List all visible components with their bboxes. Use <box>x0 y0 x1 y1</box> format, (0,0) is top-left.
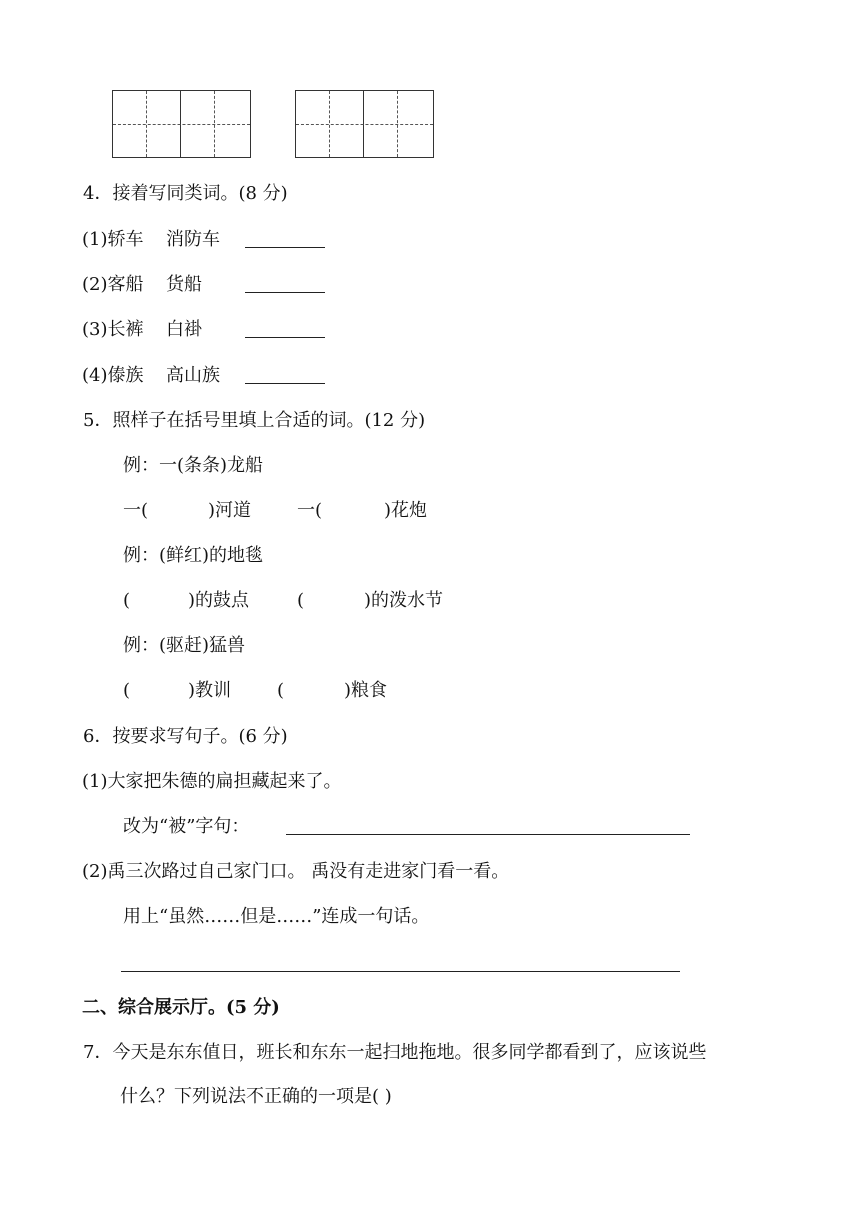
q6-title: 6．按要求写句子。(6 分) <box>83 726 288 747</box>
q6-instruction-2: 用上“虽然……但是……”连成一句话。 <box>123 906 430 927</box>
answer-blank[interactable] <box>245 367 325 384</box>
answer-blank[interactable] <box>245 321 325 338</box>
q5-title: 5．照样子在括号里填上合适的词。(12 分) <box>83 410 426 431</box>
q7-line-1: 7．今天是东东值日，班长和东东一起扫地拖地。很多同学都看到了，应该说些 <box>83 1042 707 1063</box>
fill-paren-close[interactable]: )花炮 <box>384 500 428 521</box>
answer-line[interactable] <box>286 818 690 835</box>
q6-instruction-1 <box>123 816 249 838</box>
q6-sentence-2: (2)禹三次路过自己家门口。 禹没有走进家门看一看。 <box>82 861 510 882</box>
fill-paren-open: ( <box>277 680 285 701</box>
fill-paren-open: 一( <box>297 500 323 521</box>
q4-item-word: 货船 <box>166 274 202 295</box>
q4-item-label: (2)客船 <box>82 274 144 295</box>
q5-row-3 <box>123 680 388 702</box>
q4-item-1 <box>82 229 220 251</box>
fill-paren-open: ( <box>297 590 305 611</box>
writing-grid-right <box>295 90 434 158</box>
q6-sentence-1: (1)大家把朱德的扁担藏起来了。 <box>82 771 342 792</box>
q5-example-1: 例：一(条条)龙船 <box>123 455 264 476</box>
q5-example-3: 例：(驱赶)猛兽 <box>123 635 246 656</box>
fill-paren-close[interactable]: )粮食 <box>344 680 388 701</box>
q4-item-label: (3)长裤 <box>82 319 144 340</box>
section-2-title: 二、综合展示厅。(5 分) <box>82 997 280 1018</box>
q4-item-3 <box>82 319 202 341</box>
q5-row-1 <box>123 500 428 522</box>
q4-title: 4．接着写同类词。(8 分) <box>83 183 288 204</box>
q4-item-4 <box>82 365 220 387</box>
fill-paren-close[interactable]: )河道 <box>208 500 252 521</box>
q6-instruction-text: 改为“被”字句： <box>123 816 250 837</box>
answer-blank[interactable] <box>245 276 325 293</box>
fill-paren-close[interactable]: )的泼水节 <box>364 590 444 611</box>
q4-item-label: (4)傣族 <box>82 365 144 386</box>
q5-example-2: 例：(鲜红)的地毯 <box>123 545 264 566</box>
q4-item-2 <box>82 274 202 296</box>
fill-paren-open: 一( <box>123 500 149 521</box>
fill-paren-close[interactable]: )的鼓点 <box>188 590 250 611</box>
answer-blank[interactable] <box>245 231 325 248</box>
fill-paren-close[interactable]: )教训 <box>188 680 232 701</box>
q7-line-2: 什么？下列说法不正确的一项是( ) <box>120 1086 392 1107</box>
q4-item-label: (1)轿车 <box>82 229 144 250</box>
q4-item-word: 白褂 <box>166 319 202 340</box>
q5-row-2 <box>123 590 444 612</box>
answer-line[interactable] <box>121 955 680 972</box>
fill-paren-open: ( <box>123 590 131 611</box>
q4-item-word: 高山族 <box>166 365 220 386</box>
fill-paren-open: ( <box>123 680 131 701</box>
writing-grid-left <box>112 90 251 158</box>
q4-item-word: 消防车 <box>166 229 220 250</box>
